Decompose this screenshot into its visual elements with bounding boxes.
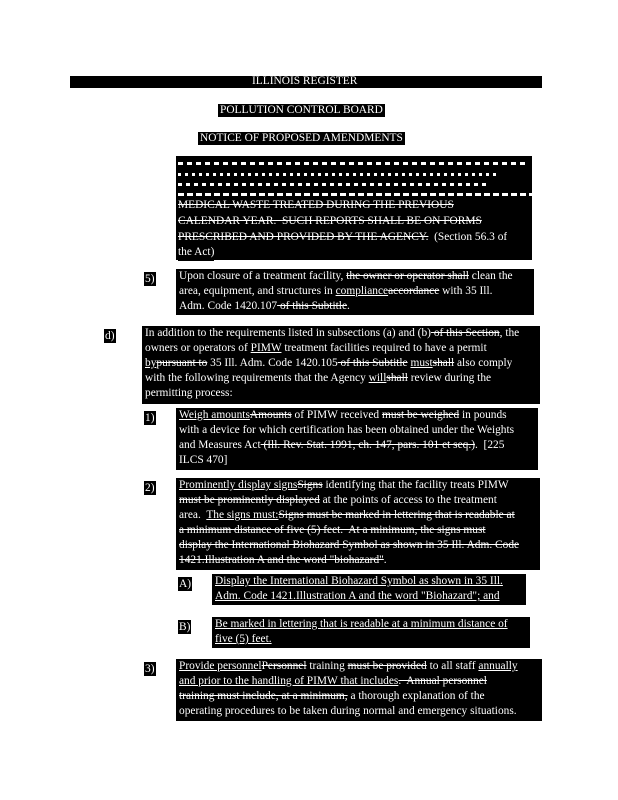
d-2a: owners or operators of [145,342,251,354]
top-line-3 [178,230,507,246]
item-5-block [176,269,534,315]
i1-3b: (Ill. Rev. Stat. 1991, ch. 147, pars. 101 et seq.) [260,439,475,451]
item-5-1b: the owner or operator shall [346,270,469,282]
d-3f: must [410,357,433,369]
item-b-line-1: Be marked in lettering that is readable at a minimum distance of [215,617,508,633]
item-3-line-4: operating procedures to be taken during normal and emergency situations. [179,704,517,720]
item-5-1c: clean the [468,270,513,282]
item-2-line-6 [179,553,387,569]
i3-3a: training must include, at a minimum, [179,690,348,702]
i2-2b: at the points of access to the treatment [319,494,497,506]
i1-3c: . [225 [475,439,505,451]
item-2-line-2 [179,493,497,509]
d-3h: also comply [454,357,513,369]
d-1a: In addition to the requirements listed in subsections (a) and (b) [145,327,431,339]
item-3-line-1 [179,659,518,675]
section-d-line-5: permitting process: [145,386,233,402]
item-5-3a: Adm. Code 1420.107 [179,300,278,312]
i3-1b: Personnel [261,660,307,672]
item-1-line-3 [179,438,504,454]
item-3-label: 3) [145,663,155,675]
notice-title: NOTICE OF PROPOSED AMENDMENTS [200,132,403,144]
d-1b: of this Section [430,327,500,339]
section-d-line-2 [145,341,487,357]
item-b-label: B) [179,621,191,633]
i2-1a: Prominently display signs [179,479,298,491]
i1-1e: in pounds [459,409,507,421]
garbled-line-3 [178,183,488,186]
item-1-label: 1) [145,412,155,424]
section-d-label: d) [105,330,115,342]
garbled-line-4 [178,193,532,196]
i3-2b: that includes [340,675,399,687]
item-a-line-1: Display the International Biohazard Symbol as shown in 35 Ill. [215,574,503,590]
item-2-block [176,478,540,570]
i3-1e: to all staff [426,660,479,672]
item-5-3c: . [347,300,350,312]
item-1-line-1 [179,408,507,424]
item-b-line-2: five (5) feet. [215,632,272,648]
item-5-3b: of this Subtitle [277,300,348,312]
garbled-line-2 [178,173,498,176]
item-1-line-4: ILCS 470] [179,453,227,469]
d-3a: by [145,357,157,369]
item-3-block [176,659,542,721]
item-a-label: A) [179,578,192,590]
d-4d: review during the [407,372,492,384]
item-3-line-3 [179,689,485,705]
d-3g: shall [432,357,455,369]
top-line-3a: PRESCRIBED AND PROVIDED BY THE AGENCY. [178,231,429,243]
i2-1b: Signs [297,479,323,491]
top-line-2: CALENDAR YEAR. SUCH REPORTS SHALL BE ON FORMS [178,214,482,230]
top-line-4: the Act) [178,245,214,261]
d-4a: with the following requirements that the Agency [145,372,369,384]
item-2-line-1 [179,478,509,494]
garbled-line-1 [178,162,526,165]
i3-3b: a thorough explanation of the [347,690,485,702]
section-d-line-4 [145,371,491,387]
register-title: ILLINOIS REGISTER [252,75,358,87]
i1-1b: Amounts [249,409,292,421]
item-a-block [212,574,526,605]
item-5-line-3 [179,299,350,315]
item-1-line-2: with a device for which certification has been obtained under the Weights [179,423,514,439]
i2-6a: 1421.Illustration A and the word "biohazard" [179,554,384,566]
top-block [176,156,532,260]
d-3b: pursuant to [156,357,208,369]
i3-2a: and prior to the handling of PIMW [179,675,341,687]
top-line-1: MEDICAL WASTE TREATED DURING THE PREVIOUS [178,198,454,214]
i3-1a: Provide personnel [179,660,262,672]
i1-1d: must be weighed [381,409,460,421]
item-5-2d: with 35 Ill. [439,285,493,297]
i2-3b: The signs must: [206,509,279,521]
item-2-line-4: a minimum distance of five (5) feet. At a minimum, the signs must [179,523,486,539]
item-5-2a: area, equipment, and structures in [179,285,336,297]
item-3-line-2 [179,674,487,690]
item-2-line-5: display the International Biohazard Symbol as shown in 35 Ill. Adm. Code [179,538,519,554]
item-2-line-3 [179,508,515,524]
item-5-line-1 [179,269,513,285]
d-4c: shall [386,372,408,384]
item-b-block [212,617,530,648]
item-2-label: 2) [145,482,155,494]
section-d-line-3 [145,356,512,372]
i3-2c: . Annual personnel [398,675,487,687]
section-d-block [142,326,540,404]
i1-1a: Weigh amounts [179,409,250,421]
d-4b: will [368,372,387,384]
d-2c: treatment facilities required to have a permit [281,342,487,354]
i2-3a: area. [179,509,207,521]
section-d-line-1 [145,326,519,342]
board-title: POLLUTION CONTROL BOARD [220,104,383,116]
d-3d: of this Subtitle [337,357,408,369]
item-5-label: 5) [145,273,155,285]
i2-3c: Signs must be marked in lettering that is readable at [278,509,515,521]
top-line-3b: (Section 56.3 of [428,231,508,243]
item-a-line-2: Adm. Code 1421.Illustration A and the word "Biohazard"; and [215,589,500,605]
i2-6b: . [383,554,387,566]
d-2b: PIMW [250,342,282,354]
i2-2a: must be prominently displayed [179,494,320,506]
item-5-2c: accordance [388,285,440,297]
i3-1d: must be provided [347,660,427,672]
i3-1f: annually [478,660,518,672]
d-1c: , the [499,327,520,339]
i2-1c: identifying that the facility treats PIMW [322,479,509,491]
item-5-line-2 [179,284,492,300]
item-1-block [176,408,538,470]
i1-1c: of PIMW received [291,409,382,421]
item-5-1a: Upon closure of a treatment facility, [179,270,347,282]
i1-3a: and Measures Act [179,439,261,451]
d-3c: 35 Ill. Adm. Code 1420.105 [207,357,338,369]
i3-1c: training [306,660,348,672]
item-5-2b: compliance [335,285,389,297]
